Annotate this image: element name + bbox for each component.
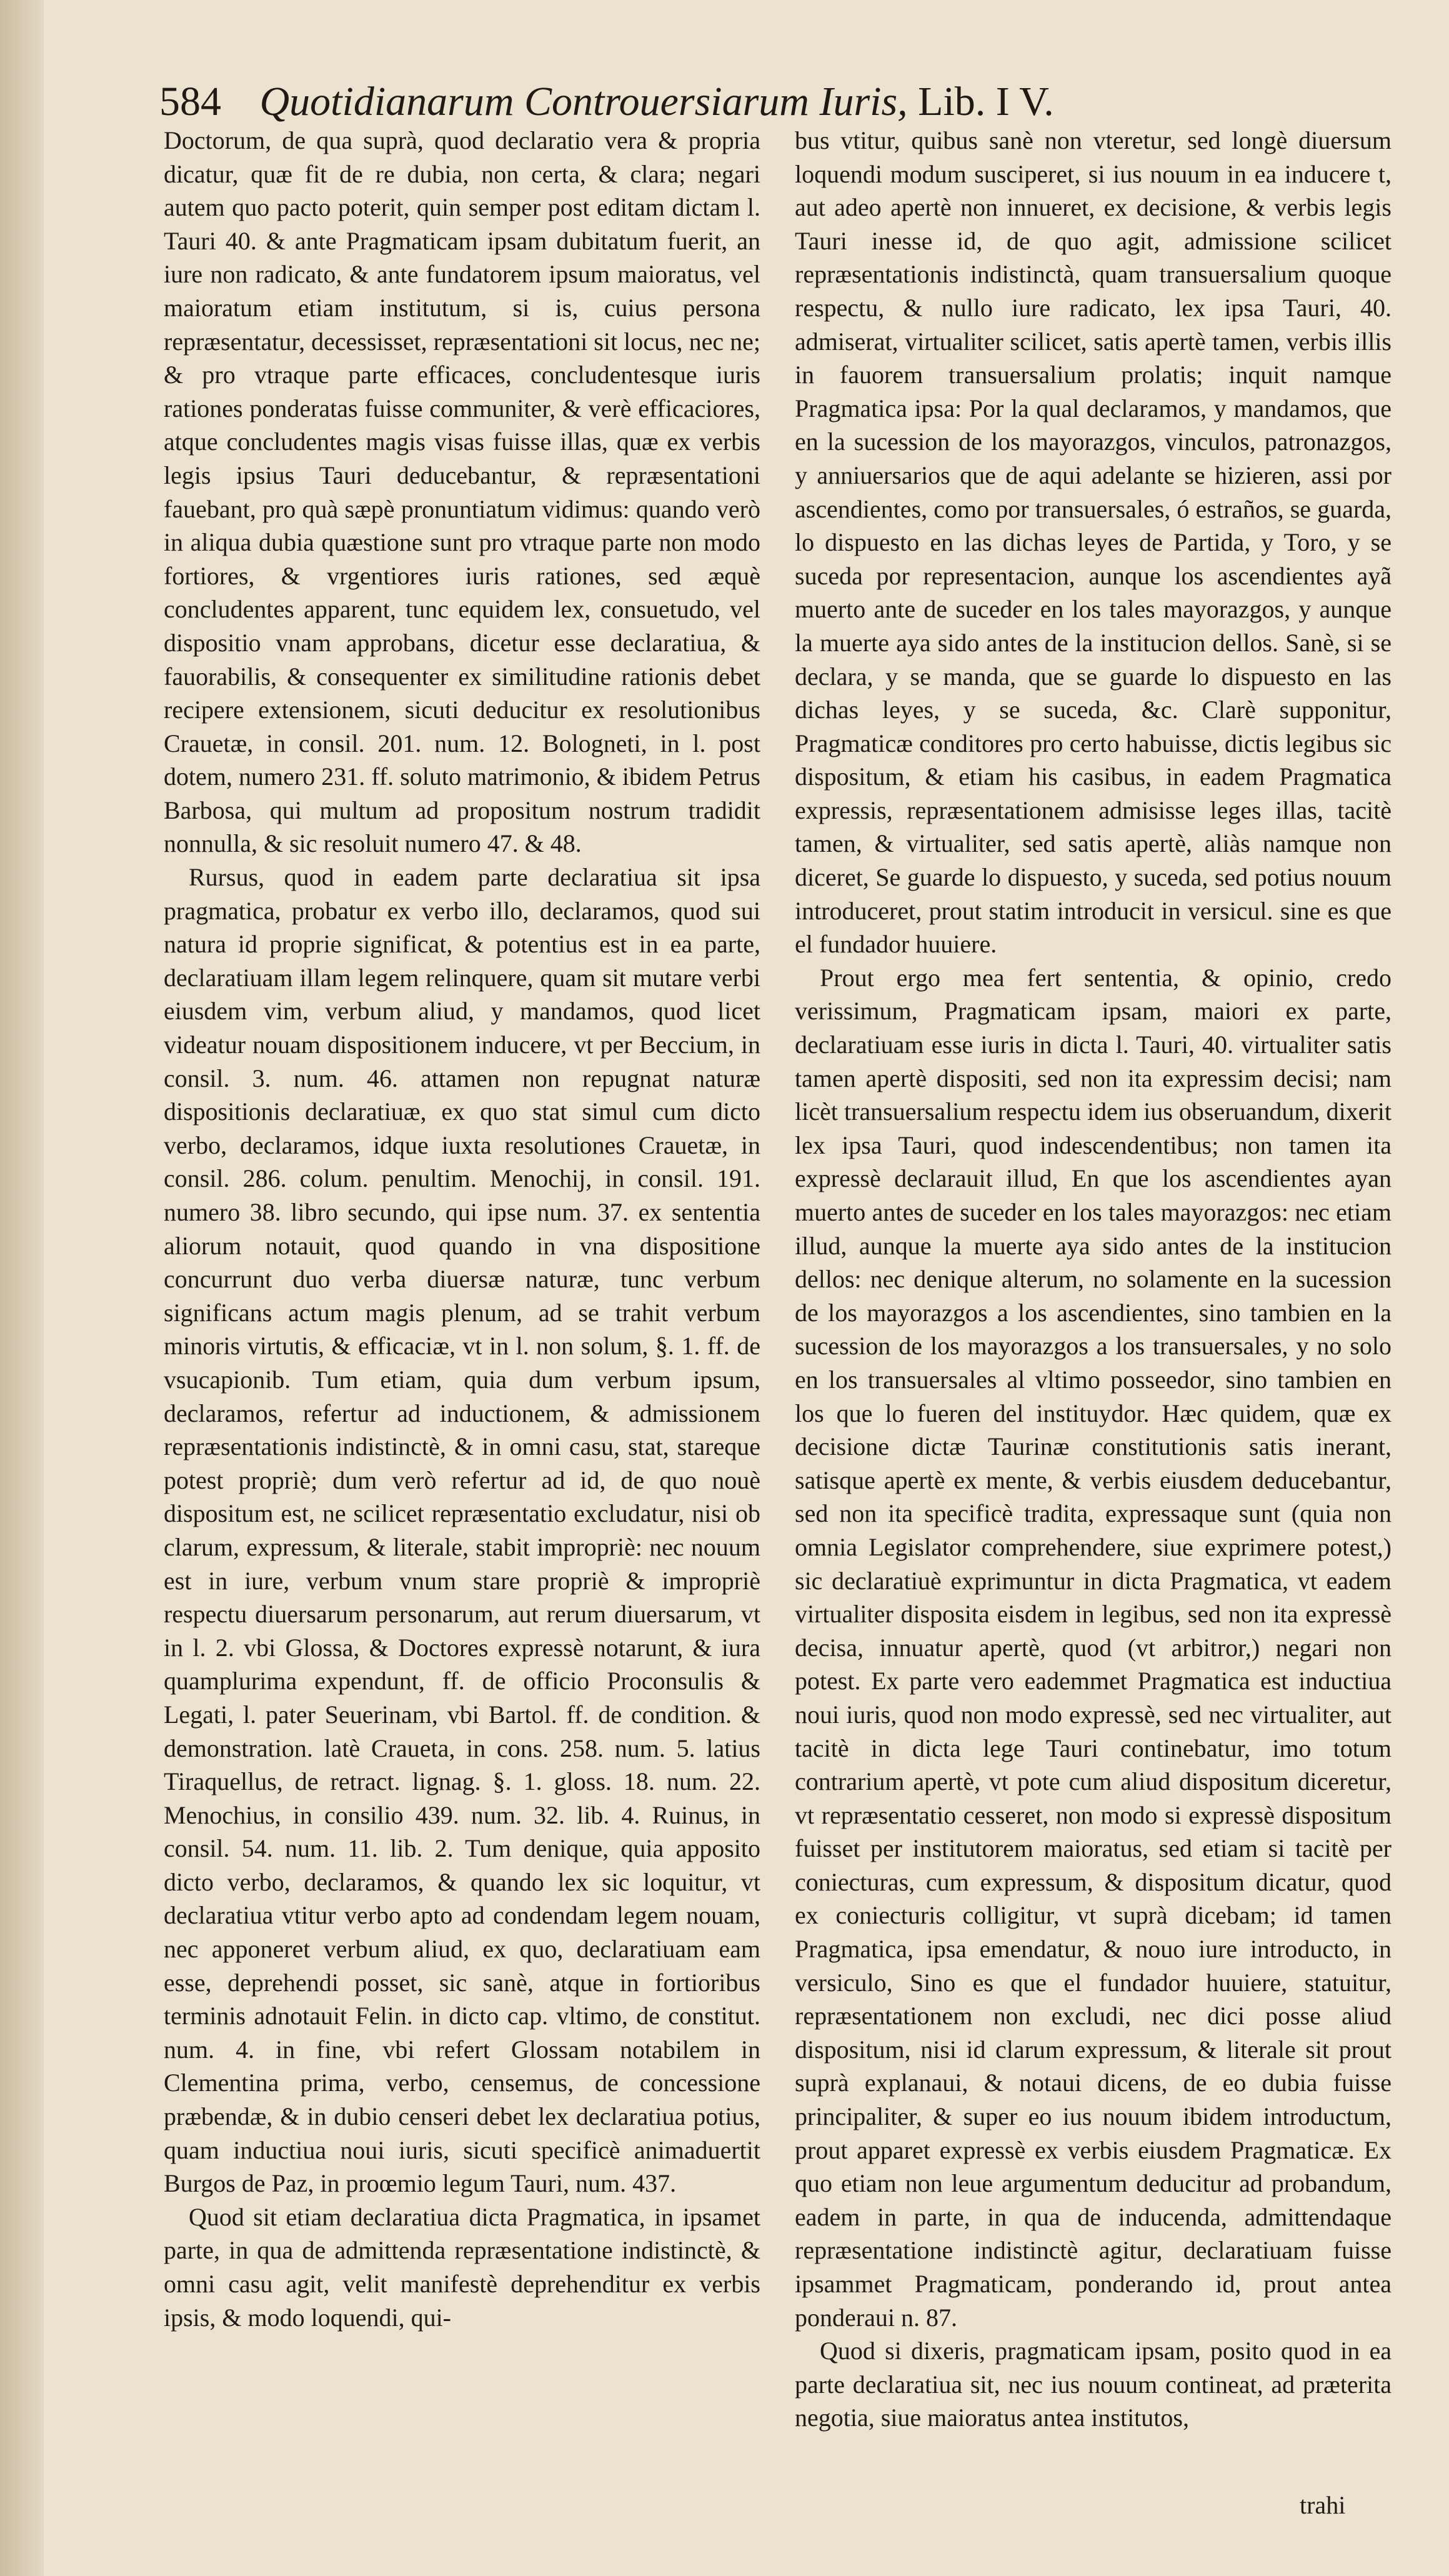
left-paragraph-2: Rursus, quod in eadem parte declaratiua sit ipsa pragmatica, probatur ex verbo illo, declaramos, quod sui natura id proprie significat, & potentius est in ea parte, declaratiuam illam legem relinquere, quam sit mutare verbi eiusdem vim, verbum aliud, y mandamos, quod licet videatur nouam dispositionem inducere, vt per Beccium, in consil. 3. num. 46. attamen non repugnat naturæ dispositionis declaratiuæ, ex quo stat simul cum dicto verbo, declaramos, idque iuxta resolutiones Crauetæ, in consil. 286. colum. penultim. Menochij, in consil. 191. numero 38. libro secundo, qui ipse num. 37. ex sententia aliorum notauit, quod quando in vna dispositione concurrunt duo verba diuersæ naturæ, tunc verbum significans actum magis plenum, ad se trahit verbum minoris virtutis, & efficaciæ, vt in l. non solum, §. 1. ff. de vsucapionib. Tum etiam, quia dum verbum ipsum, declaramos, refertur ad inductionem, & admissionem repræsentationis indistinctè, & in omni casu, stat, stareque potest propriè; dum verò refertur ad id, de quo nouè dispositum est, ne scilicet repræsentatio excludatur, nisi ob clarum, expressum, & literale, stabit impropriè: nec nouum est in iure, verbum vnum stare propriè & impropriè respectu diuersarum personarum, aut rerum diuersarum, vt in l. 2. vbi Glossa, & Doctores expressè notarunt, & iura quamplurima expendunt, ff. de officio Proconsulis & Legati, l. pater Seuerinam, vbi Bartol. ff. de condition. & demonstration. latè Craueta, in cons. 258. num. 5. latius Tiraquellus, de retract. lignag. §. 1. gloss. 18. num. 22. Menochius, in consilio 439. num. 32. lib. 4. Ruinus, in consil. 54. num. 11. lib. 2. Tum denique, quia apposito dicto verbo, declaramos, & quando lex sic loquitur, vt declaratiua vtitur verbo apto ad condendam legem nouam, nec apponeret verbum aliud, ex quo, declaratiuam eam esse, deprehendi posset, sic sanè, atque in fortioribus terminis adnotauit Felin. in dicto cap. vltimo, de constitut. num. 4. in fine, vbi refert Glossam notabilem in Clementina prima, verbo, censemus, de concessione præbendæ, & in dubio censeri debet lex declaratiua potius, quam inductiua noui iuris, sicuti specificè animaduertit Burgos de Paz, in proœmio legum Tauri, num. 437. — [164, 863, 760, 2198]
right-paragraph-1: bus vtitur, quibus sanè non vteretur, sed longè diuersum loquendi modum susciperet, si ius nouum in ea inducere t, aut adeo apertè non innueret, ex decisione, & verbis legis Tauri inesse id, de quo agit, admissione scilicet repræsentationis indistinctà, quam transuersalium quoque respectu, & nullo iure radicato, lex ipsa Tauri, 40. admiserat, virtualiter scilicet, satis apertè tamen, verbis illis in fauorem transuersalium prolatis; inquit namque Pragmatica ipsa: Por la qual declaramos, y mandamos, que en la sucession de los mayorazgos, vinculos, patronazgos, y anniuersarios que de aqui adelante se hizieren, assi por ascendientes, como por transuersales, ó estraños, se guarda, lo dispuesto en las dichas leyes de Partida, y Toro, y se suceda por representacion, aunque los ascendientes ayã muerto ante de suceder en los tales mayorazgos, y aunque la muerte aya sido antes de la institucion dellos. Sanè, si se declara, y se manda, que se guarde lo dispuesto en las dichas leyes, y se suceda, &c. Clarè supponitur, Pragmaticæ conditores pro certo habuisse, dictis legibus sic dispositum, & etiam his casibus, in eadem Pragmatica expressis, repræsentationem admisisse leges illas, tacitè tamen, & virtualiter, sed satis apertè, aliàs namque non diceret, Se guarde lo dispuesto, y suceda, sed potius nouum introduceret, prout statim introducit in versicul. sine es que el fundador huuiere. — [795, 126, 1392, 959]
left-paragraph-1: Doctorum, de qua suprà, quod declaratio vera & propria dicatur, quæ fit de re dubia, non certa, & clara; negari autem quo pacto poterit, quin semper post editam dictam l. Tauri 40. & ante Pragmaticam ipsam dubitatum fuerit, an iure non radicato, & ante fundatorem ipsum maioratus, vel maioratum etiam institutum, si is, cuius persona repræsentatur, decessisset, repræsentationi sit locus, nec ne; & pro vtraque parte efficaces, concludentesque iuris rationes ponderatas fuisse communiter, & verè efficaciores, atque concludentes magis visas fuisse illas, quæ ex verbis legis ipsius Tauri deducebantur, & repræsentationi fauebant, pro quà sæpè pronuntiatum vidimus: quando verò in aliqua dubia quæstione sunt pro vtraque parte non modo fortiores, & vrgentiores iuris rationes, sed æquè concludentes apparent, tunc equidem lex, consuetudo, vel dispositio vnam approbans, dicetur esse declaratiua, & fauorabilis, & consequenter ex similitudine rationis debet recipere extensionem, sicuti deducitur ex resolutionibus Crauetæ, in consil. 201. num. 12. Bologneti, in l. post dotem, numero 231. ff. soluto matrimonio, & ibidem Petrus Barbosa, qui multum ad propositum nostrum tradidit nonnulla, & sic resoluit numero 47. & 48. — [164, 126, 760, 858]
right-paragraph-3: Quod si dixeris, pragmaticam ipsam, posito quod in ea parte declaratiua sit, nec ius nouum contineat, ad præterita negotia, siue maioratus antea institutos, — [795, 2337, 1392, 2432]
page-header — [159, 74, 1347, 130]
running-title: Quotidianarum Controuersiarum Iuris, — [259, 79, 908, 124]
gutter-shadow — [0, 0, 44, 2576]
left-column — [164, 124, 760, 2334]
right-paragraph-2: Prout ergo mea fert sententia, & opinio, credo verissimum, Pragmaticam ipsam, maiori ex parte, declaratiuam esse iuris in dicta l. Tauri, 40. virtualiter satis tamen apertè dispositi, sed non ita expressim decisi; nam licèt transuersalium respectu idem ius obseruandum, dixerit lex ipsa Tauri, quod indescendentibus; non tamen ita expressè declarauit illud, En que los ascendientes ayan muerto antes de suceder en los tales mayorazgos: nec etiam illud, aunque la muerte aya sido antes de la institucion dellos: nec denique alterum, no solamente en la sucession de los mayorazgos a los ascendientes, sino tambien en la sucession de los mayorazgos a los transuersales, y no solo en los transuersales al vltimo posseedor, sino tambien en los que lo fueren del instituydor. Hæc quidem, quæ ex decisione dictæ Taurinæ constitutionis satis inerant, satisque apertè ex mente, & verbis eiusdem deducebantur, sed non ita specificè tradita, expressaque sunt (quia non omnia Legislator comprehendere, siue exprimere potest,) sic declaratiuè exprimuntur in dicta Pragmatica, vt eadem virtualiter disposita eisdem in legibus, sed non ita expressè decisa, innuatur apertè, quod (vt arbitror,) negari non potest. Ex parte vero eademmet Pragmatica est inductiua noui iuris, quod non modo expressè, sed nec virtualiter, aut tacitè in dicta lege Tauri continebatur, imo totum contrarium apertè, vt pote cum aliud dispositum diceretur, vt repræsentatio cesseret, non modo si expressè dispositum fuisset per institutorem maioratus, sed etiam si tacitè per coniecturas, cum expressum, & dispositum dicatur, quod ex coniecturis colligitur, vt suprà dicebam; id tamen Pragmatica, ipsa emendatur, & nouo iure introducto, in versiculo, Sino es que el fundador huuiere, statuitur, repræsentationem non excludi, nec dici posse aliud dispositum, nisi id clarum expressum, & literale sit prout suprà explanaui, & notaui dicens, de eo dubia fuisse principaliter, & super eo ius nouum ibidem introductum, prout apparet expressè ex verbis eiusdem Pragmaticæ. Ex quo etiam non leue argumentum deducitur ad probandum, eadem in parte, in qua de inducenda, admittendaque repræsentatione indistinctè agitur, declaratiuam fuisse ipsammet Pragmaticam, ponderando id, prout antea ponderaui n. 87. — [795, 963, 1392, 2332]
right-column — [795, 124, 1392, 2435]
page-number: 584 — [159, 79, 221, 124]
chapter-label: Lib. I V. — [918, 79, 1054, 124]
catchword: trahi — [1300, 2491, 1346, 2519]
left-paragraph-3: Quod sit etiam declaratiua dicta Pragmatica, in ipsamet parte, in qua de admittenda repræsentatione indistinctè, & omni casu agit, velit manifestè deprehenditur ex verbis ipsis, & modo loquendi, qui- — [164, 2202, 760, 2332]
